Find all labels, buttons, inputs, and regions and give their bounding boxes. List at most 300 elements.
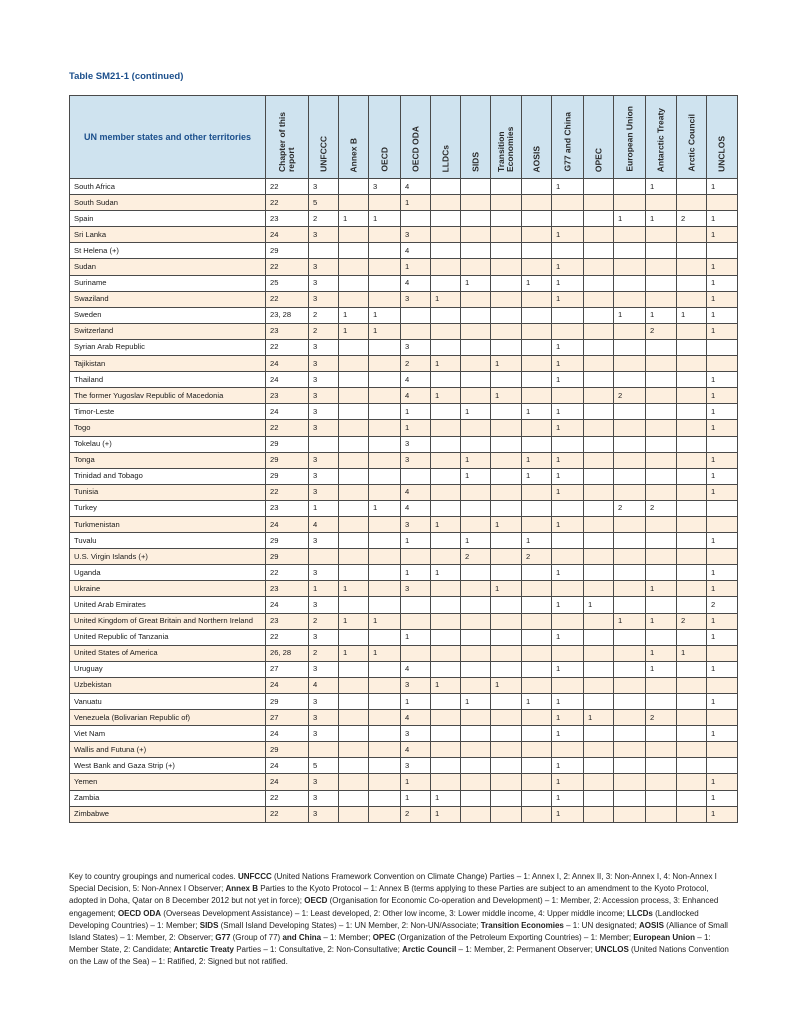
code-cell: [431, 275, 461, 291]
code-cell: 1: [552, 597, 584, 613]
code-cell: 3: [401, 227, 431, 243]
code-cell: 3: [309, 291, 339, 307]
code-cell: [584, 372, 614, 388]
column-header: [369, 96, 401, 179]
code-cell: [461, 565, 491, 581]
footnote-term: G77: [215, 933, 231, 943]
code-cell: 1: [707, 484, 738, 500]
country-name-cell: Zambia: [70, 790, 266, 806]
code-cell: [491, 211, 522, 227]
code-cell: [584, 323, 614, 339]
code-cell: [369, 243, 401, 259]
code-cell: [522, 291, 552, 307]
code-cell: 1: [552, 420, 584, 436]
code-cell: [677, 694, 707, 710]
code-cell: [707, 500, 738, 516]
code-cell: 29: [266, 436, 309, 452]
code-cell: 22: [266, 179, 309, 195]
code-cell: 1: [707, 420, 738, 436]
code-cell: [461, 645, 491, 661]
code-cell: 2: [646, 500, 677, 516]
country-name-cell: Sudan: [70, 259, 266, 275]
code-cell: [339, 806, 369, 822]
table-row: [70, 549, 738, 565]
code-cell: 1: [552, 291, 584, 307]
code-cell: [614, 356, 646, 372]
code-cell: [677, 275, 707, 291]
code-cell: [369, 774, 401, 790]
code-cell: [584, 291, 614, 307]
code-cell: [431, 339, 461, 355]
code-cell: [552, 581, 584, 597]
country-name-cell: Syrian Arab Republic: [70, 339, 266, 355]
table-row: [70, 645, 738, 661]
footnote-text: – 1: Member State, 2: Candidate;: [69, 933, 711, 955]
table-row: [70, 484, 738, 500]
country-name-cell: United Arab Emirates: [70, 597, 266, 613]
code-cell: 1: [552, 179, 584, 195]
code-cell: [369, 677, 401, 693]
code-cell: [369, 694, 401, 710]
code-cell: 1: [491, 677, 522, 693]
code-cell: [491, 404, 522, 420]
code-cell: [584, 484, 614, 500]
code-cell: [677, 195, 707, 211]
code-cell: [491, 372, 522, 388]
code-cell: [461, 372, 491, 388]
code-cell: [552, 500, 584, 516]
table-row: [70, 323, 738, 339]
code-cell: [584, 742, 614, 758]
code-cell: [309, 436, 339, 452]
code-cell: [369, 259, 401, 275]
code-cell: [677, 500, 707, 516]
country-name-cell: Thailand: [70, 372, 266, 388]
code-cell: [491, 179, 522, 195]
code-cell: [461, 195, 491, 211]
column-header: [707, 96, 738, 179]
code-cell: [677, 291, 707, 307]
code-cell: [491, 291, 522, 307]
code-cell: [522, 323, 552, 339]
code-cell: [707, 710, 738, 726]
footnote-text: (Group of 77): [230, 933, 283, 943]
code-cell: [646, 420, 677, 436]
code-cell: [707, 356, 738, 372]
code-cell: [584, 774, 614, 790]
code-cell: [369, 388, 401, 404]
code-cell: 26, 28: [266, 645, 309, 661]
code-cell: 3: [309, 372, 339, 388]
code-cell: [677, 420, 707, 436]
code-cell: [431, 710, 461, 726]
code-cell: [431, 613, 461, 629]
footnote-text: – 1: UN designated;: [563, 920, 640, 930]
code-cell: [401, 307, 431, 323]
code-cell: [461, 806, 491, 822]
code-cell: [552, 307, 584, 323]
footnote-text: – 1: Member;: [321, 933, 373, 943]
column-header-label: Chapter of this report: [277, 112, 296, 172]
table-row: [70, 661, 738, 677]
code-cell: 1: [552, 629, 584, 645]
footnote-term: UNCLOS: [595, 945, 629, 955]
code-cell: [461, 484, 491, 500]
code-cell: [461, 661, 491, 677]
code-cell: [339, 677, 369, 693]
code-cell: [584, 661, 614, 677]
code-cell: [522, 420, 552, 436]
code-cell: 1: [401, 774, 431, 790]
code-cell: 1: [707, 259, 738, 275]
code-cell: [552, 243, 584, 259]
column-header: [677, 96, 707, 179]
code-cell: [431, 484, 461, 500]
code-cell: [522, 629, 552, 645]
code-cell: [614, 404, 646, 420]
footnote-term: Arctic Council: [402, 945, 457, 955]
code-cell: 1: [431, 565, 461, 581]
code-cell: 1: [552, 227, 584, 243]
column-header: [431, 96, 461, 179]
code-cell: 29: [266, 742, 309, 758]
code-cell: [461, 742, 491, 758]
code-cell: 1: [707, 613, 738, 629]
country-name-cell: Yemen: [70, 774, 266, 790]
code-cell: [614, 291, 646, 307]
code-cell: 4: [401, 243, 431, 259]
code-cell: 2: [401, 356, 431, 372]
table-row: [70, 581, 738, 597]
code-cell: 3: [309, 661, 339, 677]
code-cell: 1: [309, 581, 339, 597]
code-cell: [461, 420, 491, 436]
code-cell: [707, 758, 738, 774]
code-cell: 24: [266, 516, 309, 532]
code-cell: [431, 533, 461, 549]
code-cell: [584, 356, 614, 372]
code-cell: [584, 468, 614, 484]
table-row: [70, 275, 738, 291]
code-cell: [339, 565, 369, 581]
code-cell: [522, 484, 552, 500]
table-row: [70, 726, 738, 742]
code-cell: 1: [401, 420, 431, 436]
code-cell: 1: [707, 307, 738, 323]
code-cell: 1: [707, 790, 738, 806]
table-key-footnote: [69, 871, 737, 969]
code-cell: 1: [491, 388, 522, 404]
table-row: [70, 629, 738, 645]
code-cell: 3: [401, 436, 431, 452]
code-cell: [522, 565, 552, 581]
code-cell: [339, 275, 369, 291]
code-cell: 24: [266, 774, 309, 790]
code-cell: [431, 436, 461, 452]
table-row: [70, 211, 738, 227]
country-name-cell: United Kingdom of Great Britain and Northern Ireland: [70, 613, 266, 629]
code-cell: 2: [309, 307, 339, 323]
code-cell: [614, 484, 646, 500]
footnote-term: UNFCCC: [237, 872, 272, 881]
column-header: [266, 96, 309, 179]
code-cell: 1: [369, 323, 401, 339]
column-header-label: OECD ODA: [410, 126, 420, 172]
code-cell: [522, 356, 552, 372]
code-cell: 1: [431, 388, 461, 404]
code-cell: [491, 661, 522, 677]
code-cell: 1: [707, 468, 738, 484]
code-cell: 3: [309, 275, 339, 291]
code-cell: [461, 227, 491, 243]
code-cell: 1: [309, 500, 339, 516]
code-cell: 24: [266, 404, 309, 420]
country-name-cell: Venezuela (Bolivarian Republic of): [70, 710, 266, 726]
code-cell: 23: [266, 500, 309, 516]
code-cell: [431, 500, 461, 516]
country-name-cell: South Africa: [70, 179, 266, 195]
code-cell: [677, 516, 707, 532]
code-cell: 23, 28: [266, 307, 309, 323]
code-cell: [646, 243, 677, 259]
code-cell: [522, 227, 552, 243]
code-cell: [491, 500, 522, 516]
footnote-term: OECD: [304, 896, 328, 906]
code-cell: [491, 275, 522, 291]
table-row: [70, 774, 738, 790]
code-cell: [584, 211, 614, 227]
code-cell: [584, 645, 614, 661]
code-cell: 3: [309, 565, 339, 581]
table-row: [70, 452, 738, 468]
code-cell: 1: [401, 629, 431, 645]
code-cell: [522, 259, 552, 275]
code-cell: [522, 613, 552, 629]
code-cell: 1: [491, 581, 522, 597]
column-header-label: G77 and China: [562, 112, 572, 172]
code-cell: [522, 195, 552, 211]
code-cell: 22: [266, 790, 309, 806]
code-cell: [646, 629, 677, 645]
code-cell: [584, 307, 614, 323]
code-cell: 4: [309, 677, 339, 693]
code-cell: 2: [707, 597, 738, 613]
footnote-text: (United Nations Convention on the Law of the Sea) – 1: Ratified, 2: Signed but not ratified.: [69, 945, 729, 967]
code-cell: 24: [266, 597, 309, 613]
code-cell: 1: [552, 468, 584, 484]
footnote-term: SIDS: [199, 920, 219, 930]
code-cell: 22: [266, 291, 309, 307]
footnote-text: (United Nations Framework Convention on Climate Change) Parties – 1: Annex I, 2: Annex II, 3: Non-Annex I, 4: Non-Annex I Special Decision, 5: Non-Annex I Observer;: [69, 872, 717, 894]
code-cell: [677, 323, 707, 339]
code-cell: [461, 597, 491, 613]
code-cell: [552, 211, 584, 227]
column-header-label: Antarctic Treaty: [655, 107, 666, 172]
code-cell: [369, 372, 401, 388]
code-cell: [614, 516, 646, 532]
code-cell: 3: [401, 726, 431, 742]
code-cell: 1: [552, 565, 584, 581]
code-cell: [522, 436, 552, 452]
code-cell: [461, 179, 491, 195]
code-cell: [584, 790, 614, 806]
code-cell: [339, 452, 369, 468]
code-cell: [614, 339, 646, 355]
code-cell: 29: [266, 549, 309, 565]
code-cell: [461, 356, 491, 372]
code-cell: [584, 677, 614, 693]
code-cell: [677, 243, 707, 259]
code-cell: [677, 661, 707, 677]
code-cell: [522, 710, 552, 726]
code-cell: [491, 613, 522, 629]
footnote-term: OECD ODA: [117, 908, 162, 918]
code-cell: [522, 597, 552, 613]
code-cell: 1: [707, 661, 738, 677]
country-name-cell: Uruguay: [70, 661, 266, 677]
code-cell: 29: [266, 452, 309, 468]
table-row: [70, 677, 738, 693]
code-cell: [646, 597, 677, 613]
code-cell: 3: [309, 597, 339, 613]
code-cell: [522, 726, 552, 742]
code-cell: [552, 436, 584, 452]
code-cell: [431, 195, 461, 211]
code-cell: 2: [522, 549, 552, 565]
code-cell: [339, 549, 369, 565]
table-row: [70, 468, 738, 484]
code-cell: 1: [369, 307, 401, 323]
code-cell: [614, 565, 646, 581]
code-cell: [339, 195, 369, 211]
country-name-cell: Zimbabwe: [70, 806, 266, 822]
footnote-text: (Alliance of Small Island States) – 1: Member, 2: Observer;: [69, 920, 728, 943]
code-cell: 1: [552, 710, 584, 726]
code-cell: [339, 726, 369, 742]
column-header: [614, 96, 646, 179]
country-name-cell: Togo: [70, 420, 266, 436]
code-cell: [339, 484, 369, 500]
code-cell: [584, 629, 614, 645]
column-header: [491, 96, 522, 179]
code-cell: [491, 710, 522, 726]
code-cell: [461, 500, 491, 516]
code-cell: [677, 597, 707, 613]
code-cell: [339, 339, 369, 355]
code-cell: [677, 742, 707, 758]
code-cell: 2: [309, 211, 339, 227]
code-cell: 3: [309, 533, 339, 549]
code-cell: [584, 581, 614, 597]
code-cell: [707, 549, 738, 565]
code-cell: 1: [522, 533, 552, 549]
code-cell: [522, 372, 552, 388]
code-cell: [677, 677, 707, 693]
code-cell: [584, 179, 614, 195]
code-cell: [584, 436, 614, 452]
code-cell: [339, 500, 369, 516]
code-cell: [614, 436, 646, 452]
code-cell: [491, 726, 522, 742]
code-cell: [614, 645, 646, 661]
code-cell: [614, 790, 646, 806]
code-cell: 1: [401, 565, 431, 581]
code-cell: 1: [339, 211, 369, 227]
code-cell: 1: [522, 275, 552, 291]
code-cell: [614, 179, 646, 195]
code-cell: 1: [552, 356, 584, 372]
code-cell: [431, 452, 461, 468]
code-cell: [339, 404, 369, 420]
code-cell: 27: [266, 710, 309, 726]
code-cell: [677, 484, 707, 500]
code-cell: [309, 243, 339, 259]
code-cell: [339, 388, 369, 404]
code-cell: [646, 259, 677, 275]
code-cell: [707, 742, 738, 758]
code-cell: 3: [309, 388, 339, 404]
table-row: [70, 339, 738, 355]
code-cell: [401, 613, 431, 629]
footnote-text: (Landlocked Developing Countries) – 1: Member;: [69, 908, 699, 930]
code-cell: [369, 549, 401, 565]
code-cell: 1: [552, 758, 584, 774]
code-cell: 3: [309, 726, 339, 742]
code-cell: [707, 516, 738, 532]
code-cell: [401, 549, 431, 565]
code-cell: 3: [309, 629, 339, 645]
column-header: [522, 96, 552, 179]
code-cell: 2: [309, 613, 339, 629]
code-cell: [339, 710, 369, 726]
code-cell: [614, 468, 646, 484]
code-cell: 24: [266, 227, 309, 243]
code-cell: 1: [707, 452, 738, 468]
code-cell: 23: [266, 211, 309, 227]
code-cell: [522, 516, 552, 532]
code-cell: [522, 661, 552, 677]
code-cell: [369, 710, 401, 726]
code-cell: [614, 677, 646, 693]
code-cell: [339, 790, 369, 806]
code-cell: [431, 468, 461, 484]
code-cell: [369, 533, 401, 549]
code-cell: [677, 356, 707, 372]
code-cell: 1: [614, 613, 646, 629]
code-cell: [614, 758, 646, 774]
code-cell: 1: [707, 533, 738, 549]
code-cell: [369, 516, 401, 532]
country-name-cell: Tokelau (+): [70, 436, 266, 452]
footnote-text: (Overseas Development Assistance) – 1: Least developed, 2: Other low income, 3: Lower middle income, 4: Upper middle income;: [161, 908, 628, 918]
footnote-text: – 1: Member, 2: Permanent Observer;: [456, 945, 596, 955]
code-cell: [677, 726, 707, 742]
table-row: [70, 597, 738, 613]
code-cell: 1: [646, 211, 677, 227]
code-cell: [461, 307, 491, 323]
code-cell: [646, 806, 677, 822]
code-cell: [491, 742, 522, 758]
code-cell: [522, 307, 552, 323]
code-cell: [584, 613, 614, 629]
code-cell: [677, 774, 707, 790]
code-cell: [461, 613, 491, 629]
table-row: [70, 806, 738, 822]
code-cell: [461, 259, 491, 275]
column-header: [584, 96, 614, 179]
code-cell: [584, 227, 614, 243]
code-cell: [614, 726, 646, 742]
